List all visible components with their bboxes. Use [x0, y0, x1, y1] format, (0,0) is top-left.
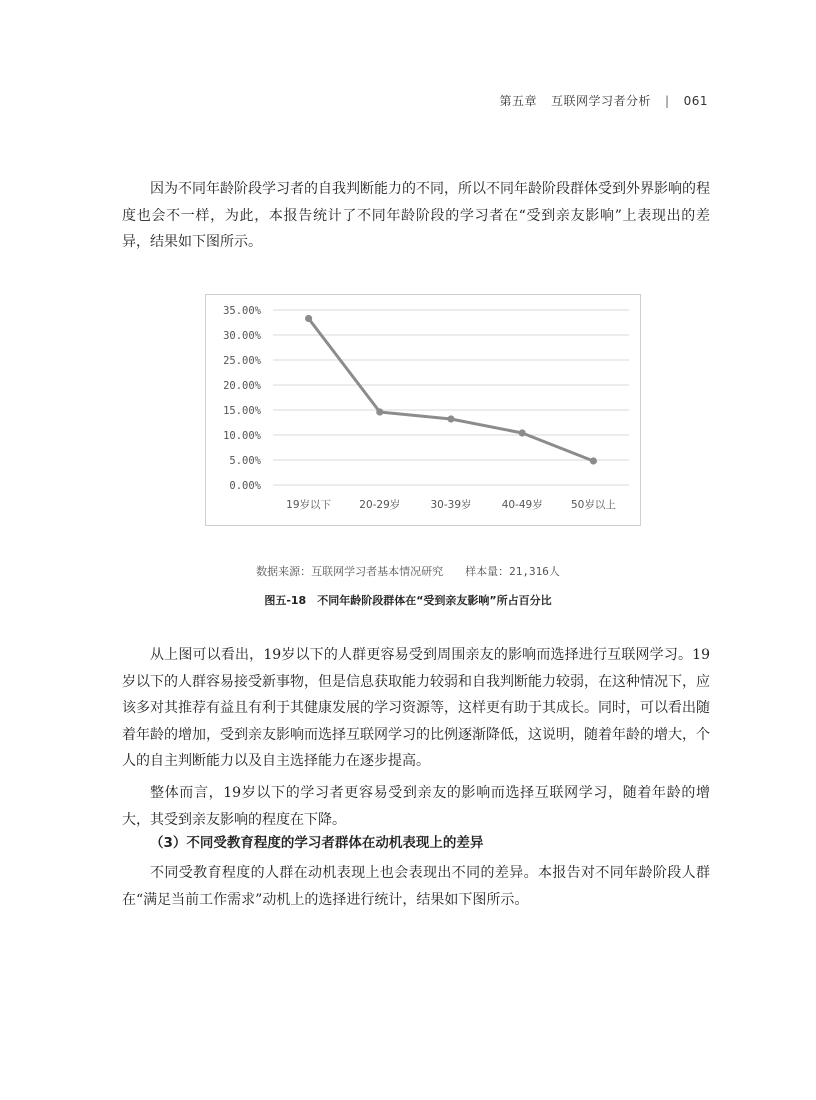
y-tick-label: 5.00%	[229, 455, 261, 467]
intro-paragraph: 因为不同年龄阶段学习者的自我判断能力的不同，所以不同年龄阶段群体受到外界影响的程度也会不一样，为此，本报告统计了不同年龄阶段的学习者在“受到亲友影响”上表现出的差异，结果如下图所示。	[122, 181, 710, 250]
figure-source	[0, 563, 816, 579]
y-tick-label: 20.00%	[223, 380, 261, 392]
line-chart-svg	[206, 295, 640, 525]
y-tick-label: 0.00%	[229, 480, 261, 492]
x-tick-label: 40-49岁	[501, 499, 543, 511]
analysis-paragraph: 从上图可以看出，19岁以下的人群更容易受到周围亲友的影响而选择进行互联网学习。19岁以下的人群容易接受新事物，但是信息获取能力较弱和自我判断能力较弱，在这种情况下，应该多对其推荐有益且有利于其健康发展的学习资源等，这样更有助于其成长。同时，可以看出随着年龄的增加，受到亲友影响而选择互联网学习的比例逐渐降低，这说明，随着年龄的增大，个人的自主判断能力以及自主选择能力在逐步提高。	[122, 647, 710, 769]
y-tick-label: 25.00%	[223, 355, 261, 367]
chapter-title: 互联网学习者分析	[551, 94, 652, 108]
data-point	[447, 415, 454, 422]
y-tick-label: 30.00%	[223, 330, 261, 342]
header-separator: |	[665, 93, 670, 108]
line-chart	[205, 294, 641, 526]
x-tick-label: 30-39岁	[430, 499, 472, 511]
y-tick-label: 10.00%	[223, 430, 261, 442]
chapter-label: 第五章	[499, 94, 538, 108]
section-subheading: （3）不同受教育程度的学习者群体在动机表现上的差异	[150, 835, 484, 851]
data-point	[305, 315, 312, 322]
series-line	[309, 319, 594, 462]
y-tick-label: 15.00%	[223, 405, 261, 417]
data-point	[519, 429, 526, 436]
page-number: 061	[683, 93, 708, 108]
sample-size-text: 样本量：21,316人	[465, 565, 560, 578]
data-source-text: 数据来源：互联网学习者基本情况研究	[256, 565, 444, 578]
summary-paragraph: 整体而言，19岁以下的学习者更容易受到亲友的影响而选择互联网学习，随着年龄的增大，其受到亲友影响的程度在下降。	[122, 785, 710, 828]
figure-caption: 图五-18 不同年龄阶段群体在“受到亲友影响”所占百分比	[264, 594, 552, 607]
next-section-paragraph: 不同受教育程度的人群在动机表现上也会表现出不同的差异。本报告对不同年龄阶段人群在“满足当前工作需求”动机上的选择进行统计，结果如下图所示。	[122, 865, 710, 908]
x-tick-label: 50岁以上	[570, 499, 616, 511]
data-point	[590, 457, 597, 464]
y-tick-label: 35.00%	[223, 305, 261, 317]
x-tick-label: 20-29岁	[359, 499, 401, 511]
data-point	[376, 408, 383, 415]
x-tick-label: 19岁以下	[286, 499, 332, 511]
running-header	[500, 92, 708, 109]
